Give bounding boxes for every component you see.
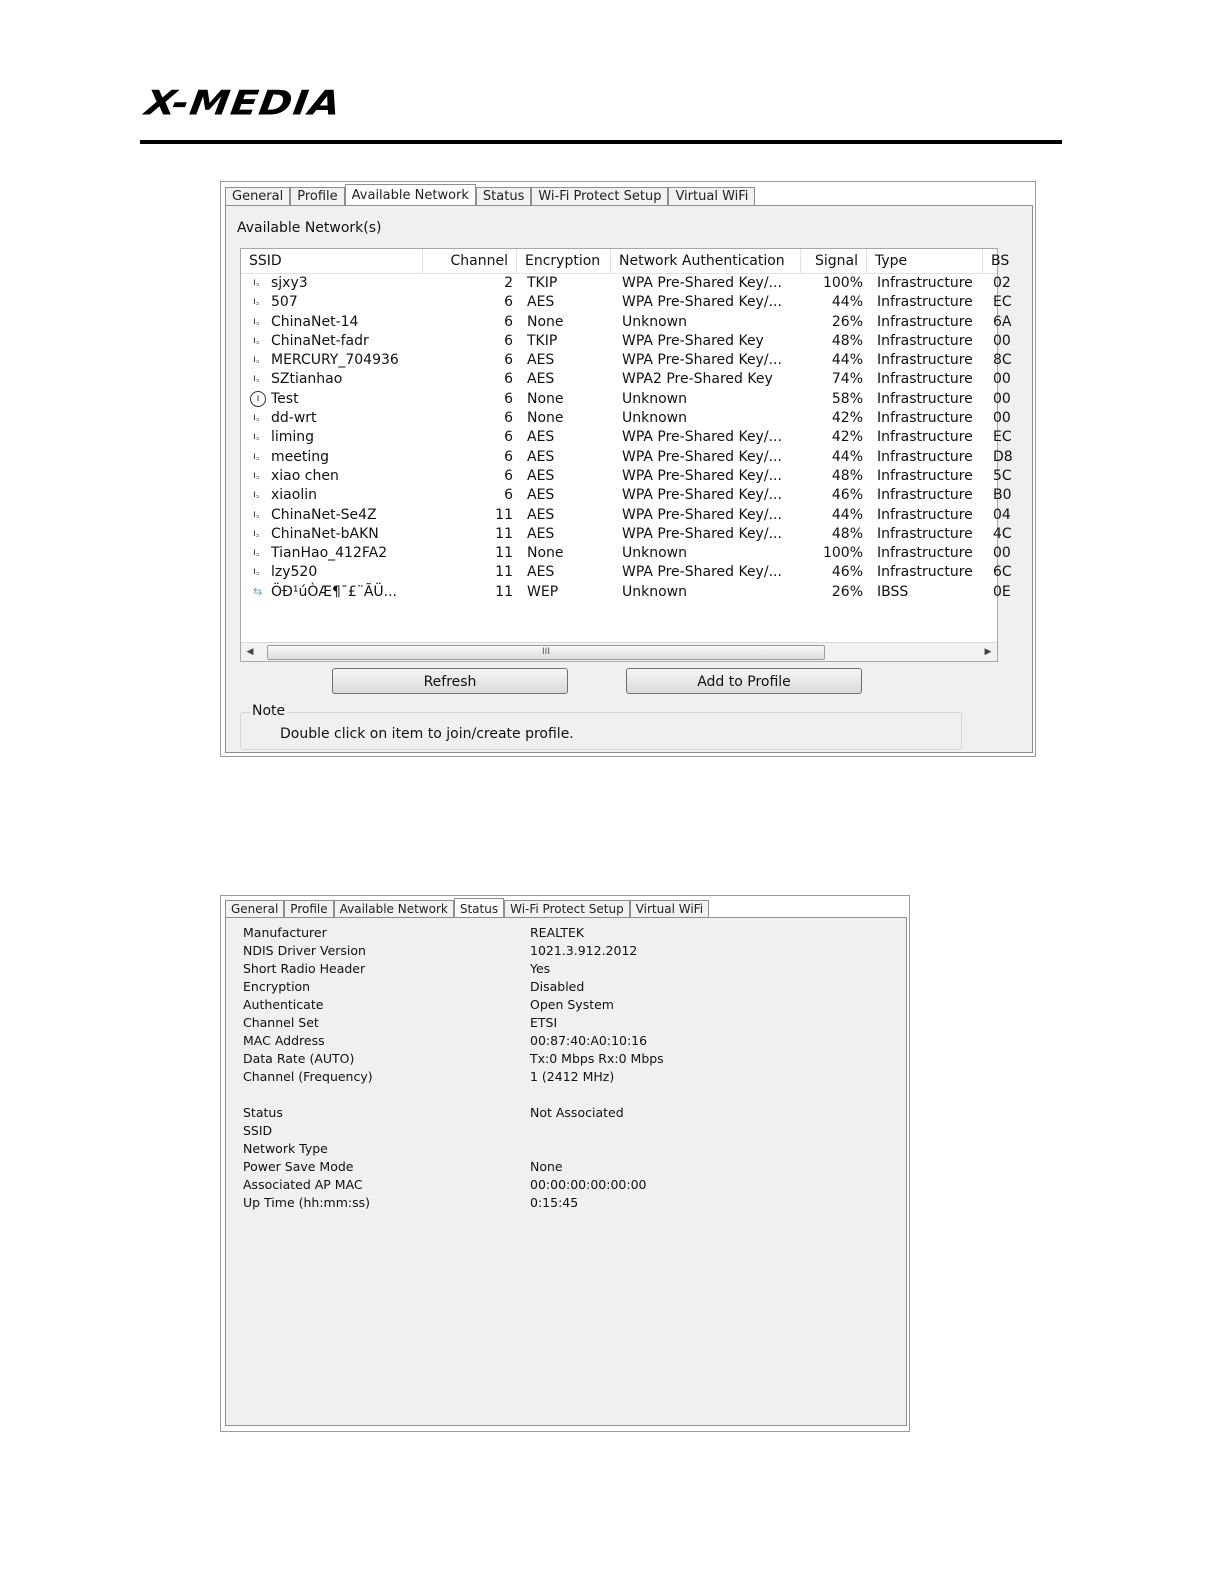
cell-type: Infrastructure (877, 352, 973, 369)
network-row[interactable] (241, 274, 1011, 293)
cell-ssid: dd-wrt (271, 410, 317, 427)
cell-channel: 6 (504, 332, 513, 349)
scroll-thumb[interactable]: III (267, 645, 825, 660)
cell-bssid: EC (993, 294, 1012, 311)
cell-encryption: AES (527, 467, 555, 484)
status-label: SSID (243, 1123, 273, 1138)
cell-channel: 6 (504, 410, 513, 427)
network-row[interactable] (241, 525, 1012, 544)
column-header-signal[interactable]: Signal (801, 249, 867, 273)
wifi-signal-icon: ı꜆ (253, 547, 260, 559)
tab-virtual-wifi[interactable]: Virtual WiFi (668, 187, 755, 206)
refresh-button[interactable]: Refresh (332, 668, 568, 694)
cell-signal: 26% (831, 583, 863, 600)
status-value: Tx:0 Mbps Rx:0 Mbps (530, 1051, 664, 1066)
tab-bar (225, 182, 755, 206)
network-row[interactable] (241, 313, 1012, 332)
cell-type: Infrastructure (877, 506, 973, 523)
note-text: Double click on item to join/create profile. (280, 726, 574, 742)
network-row[interactable] (241, 563, 1012, 582)
cell-signal: 48% (831, 467, 863, 484)
cell-authentication: Unknown (622, 390, 687, 407)
cell-authentication: WPA Pre-Shared Key/... (622, 294, 782, 311)
status-value: REALTEK (530, 925, 585, 940)
cell-authentication: WPA2 Pre-Shared Key (622, 371, 773, 388)
status-value: Open System (530, 997, 614, 1012)
tab-virtual-wifi[interactable]: Virtual WiFi (630, 900, 709, 918)
status-label: MAC Address (243, 1033, 325, 1048)
cell-encryption: TKIP (527, 332, 558, 349)
cell-ssid: sjxy3 (271, 275, 308, 291)
available-network-panel (225, 205, 1033, 753)
network-row[interactable] (241, 390, 1011, 409)
cell-ssid: ChinaNet-fadr (271, 332, 369, 349)
cell-ssid: ÖÐ¹úÒÆ¶¯£¨ÃÜ... (271, 583, 397, 600)
cell-bssid: 00 (993, 545, 1011, 562)
cell-encryption: AES (527, 525, 555, 542)
cell-type: Infrastructure (877, 525, 973, 542)
wifi-connected-icon: ı (250, 391, 266, 407)
cell-bssid: D8 (993, 448, 1013, 465)
cell-channel: 6 (504, 429, 513, 446)
network-row[interactable] (241, 467, 1012, 486)
tab-profile[interactable]: Profile (290, 187, 344, 206)
tab-wifi-protect-setup[interactable]: Wi-Fi Protect Setup (531, 187, 668, 206)
tab-status[interactable]: Status (476, 187, 531, 206)
cell-type: Infrastructure (877, 390, 973, 407)
cell-bssid: 5C (993, 467, 1012, 484)
cell-ssid: MERCURY_704936 (271, 352, 399, 369)
cell-channel: 6 (504, 352, 513, 369)
cell-channel: 6 (504, 487, 513, 504)
status-window (220, 895, 910, 1432)
cell-signal: 100% (822, 545, 863, 562)
cell-authentication: Unknown (622, 410, 687, 427)
cell-authentication: Unknown (622, 313, 687, 330)
cell-channel: 6 (504, 390, 513, 407)
available-networks-label: Available Network(s) (237, 220, 382, 236)
status-value: None (530, 1159, 563, 1174)
cell-channel: 6 (504, 294, 513, 311)
cell-signal: 44% (831, 294, 863, 311)
network-row[interactable] (241, 293, 1012, 312)
cell-signal: 44% (831, 352, 863, 369)
cell-type: Infrastructure (877, 429, 973, 446)
status-label: Encryption (243, 979, 311, 994)
cell-signal: 42% (831, 410, 863, 427)
tab-status[interactable]: Status (454, 898, 504, 919)
wifi-signal-icon: ı꜆ (253, 296, 260, 308)
scroll-left-icon[interactable]: ◀ (246, 647, 254, 657)
adhoc-network-icon: ⇆ (253, 584, 263, 598)
network-row[interactable] (241, 486, 1012, 505)
tab-available-network[interactable]: Available Network (345, 184, 476, 207)
cell-type: Infrastructure (877, 410, 973, 427)
status-value: ETSI (530, 1015, 558, 1030)
status-value: 00:87:40:A0:10:16 (530, 1033, 648, 1048)
status-value: Disabled (530, 979, 585, 994)
cell-bssid: 8C (993, 352, 1012, 369)
cell-type: Infrastructure (877, 371, 973, 388)
network-row[interactable] (241, 448, 1013, 467)
status-label: Associated AP MAC (243, 1177, 363, 1192)
cell-channel: 6 (504, 313, 513, 330)
cell-signal: 48% (831, 332, 863, 349)
column-header-type[interactable]: Type (867, 249, 983, 273)
status-value: 1 (2412 MHz) (530, 1069, 615, 1084)
tab-available-network[interactable]: Available Network (334, 900, 454, 918)
cell-authentication: WPA Pre-Shared Key (622, 332, 764, 349)
cell-signal: 44% (831, 506, 863, 523)
network-row[interactable] (241, 544, 1011, 563)
network-row[interactable] (241, 428, 1012, 447)
cell-authentication: WPA Pre-Shared Key/... (622, 467, 782, 484)
cell-channel: 11 (495, 564, 513, 581)
cell-encryption: AES (527, 294, 555, 311)
cell-bssid: 00 (993, 332, 1011, 349)
cell-authentication: Unknown (622, 545, 687, 562)
status-label: Short Radio Header (243, 961, 366, 976)
cell-ssid: xiaolin (271, 487, 317, 504)
cell-bssid: 00 (993, 390, 1011, 407)
cell-encryption: None (527, 390, 564, 407)
status-value: Not Associated (530, 1105, 624, 1120)
cell-authentication: WPA Pre-Shared Key/... (622, 275, 782, 291)
cell-ssid: SZtianhao (271, 371, 343, 388)
available-network-window (220, 181, 1036, 757)
status-label: Data Rate (AUTO) (243, 1051, 355, 1066)
cell-authentication: WPA Pre-Shared Key/... (622, 487, 782, 504)
cell-bssid: EC (993, 429, 1012, 446)
cell-encryption: TKIP (527, 275, 558, 291)
cell-channel: 11 (495, 506, 513, 523)
status-value: 1021.3.912.2012 (530, 943, 638, 958)
status-label: NDIS Driver Version (243, 943, 366, 958)
status-label: Network Type (243, 1141, 328, 1156)
column-header-network-authentication[interactable]: Network Authentication (611, 249, 801, 273)
cell-bssid: 00 (993, 410, 1011, 427)
status-label: Up Time (hh:mm:ss) (243, 1195, 371, 1210)
status-label: Status (243, 1105, 283, 1120)
cell-encryption: AES (527, 564, 555, 581)
note-title: Note (252, 703, 286, 719)
network-list[interactable] (240, 248, 1013, 662)
cell-authentication: WPA Pre-Shared Key/... (622, 448, 782, 465)
cell-type: Infrastructure (877, 448, 973, 465)
status-label: Channel (Frequency) (243, 1069, 373, 1084)
column-header-bssid[interactable]: BS (991, 253, 1010, 269)
cell-bssid: 02 (993, 275, 1011, 291)
cell-ssid: ChinaNet-Se4Z (271, 506, 377, 523)
tab-general[interactable]: General (225, 187, 290, 206)
cell-type: Infrastructure (877, 545, 973, 562)
cell-signal: 26% (831, 313, 863, 330)
column-header-ssid[interactable]: SSID (241, 249, 423, 273)
cell-type: Infrastructure (877, 564, 973, 581)
cell-encryption: AES (527, 506, 555, 523)
cell-signal: 42% (831, 429, 863, 446)
add-to-profile-button[interactable]: Add to Profile (626, 668, 862, 694)
wifi-signal-icon: ı꜆ (253, 354, 260, 366)
cell-bssid: 4C (993, 525, 1012, 542)
network-row[interactable] (241, 370, 1011, 389)
horizontal-scrollbar[interactable] (241, 642, 997, 661)
wifi-signal-icon: ı꜆ (253, 527, 260, 539)
tab-profile[interactable]: Profile (284, 900, 333, 918)
cell-ssid: TianHao_412FA2 (271, 545, 388, 562)
cell-authentication: WPA Pre-Shared Key/... (622, 506, 782, 523)
cell-encryption: None (527, 313, 564, 330)
cell-ssid: lzy520 (271, 564, 318, 581)
wifi-signal-icon: ı꜆ (253, 315, 260, 327)
cell-encryption: AES (527, 487, 555, 504)
cell-bssid: 6C (993, 564, 1012, 581)
cell-encryption: None (527, 545, 564, 562)
status-value: 0:15:45 (530, 1195, 579, 1210)
cell-bssid: B0 (993, 487, 1012, 504)
cell-bssid: 00 (993, 371, 1011, 388)
wifi-signal-icon: ı꜆ (253, 450, 260, 462)
network-rows (241, 274, 1013, 602)
cell-encryption: AES (527, 448, 555, 465)
cell-ssid: meeting (271, 448, 330, 465)
cell-ssid: liming (271, 429, 315, 446)
tab-wifi-protect-setup[interactable]: Wi-Fi Protect Setup (504, 900, 630, 918)
cell-encryption: AES (527, 371, 555, 388)
status-panel (225, 917, 907, 1426)
network-row[interactable] (241, 409, 1011, 428)
cell-signal: 46% (831, 564, 863, 581)
status-label: Channel Set (243, 1015, 319, 1030)
tab-bar (225, 896, 709, 918)
cell-signal: 46% (831, 487, 863, 504)
status-value: Yes (530, 961, 551, 976)
cell-signal: 58% (831, 390, 863, 407)
cell-type: Infrastructure (877, 294, 973, 311)
cell-bssid: 04 (993, 506, 1011, 523)
cell-ssid: 507 (271, 294, 298, 311)
cell-channel: 6 (504, 371, 513, 388)
cell-channel: 11 (495, 525, 513, 542)
cell-channel: 11 (495, 583, 513, 600)
wifi-signal-icon: ı꜆ (253, 334, 260, 346)
tab-general[interactable]: General (225, 900, 284, 918)
cell-type: Infrastructure (877, 332, 973, 349)
network-row[interactable] (241, 351, 1012, 370)
wifi-signal-icon: ı꜆ (253, 508, 260, 520)
wifi-signal-icon: ı꜆ (253, 412, 260, 424)
network-row[interactable] (241, 583, 1011, 602)
cell-ssid: Test (271, 390, 299, 407)
wifi-signal-icon: ı꜆ (253, 566, 260, 578)
cell-channel: 11 (495, 545, 513, 562)
cell-authentication: WPA Pre-Shared Key/... (622, 352, 782, 369)
status-label: Power Save Mode (243, 1159, 354, 1174)
cell-authentication: WPA Pre-Shared Key/... (622, 525, 782, 542)
cell-type: Infrastructure (877, 467, 973, 484)
cell-signal: 100% (822, 275, 863, 291)
header-divider (140, 140, 1062, 144)
cell-signal: 74% (831, 371, 863, 388)
cell-encryption: None (527, 410, 564, 427)
cell-ssid: ChinaNet-bAKN (271, 525, 379, 542)
cell-signal: 48% (831, 525, 863, 542)
network-list-header (241, 249, 1010, 274)
network-row[interactable] (241, 332, 1011, 351)
wifi-signal-icon: ı꜆ (253, 469, 260, 481)
wifi-signal-icon: ı꜆ (253, 277, 260, 288)
brand-logo: X-MEDIA (142, 84, 344, 124)
cell-authentication: Unknown (622, 583, 687, 600)
cell-type: Infrastructure (877, 313, 973, 330)
wifi-signal-icon: ı꜆ (253, 489, 260, 501)
cell-channel: 6 (504, 448, 513, 465)
cell-type: Infrastructure (877, 487, 973, 504)
cell-encryption: AES (527, 352, 555, 369)
cell-encryption: WEP (527, 583, 559, 600)
cell-authentication: WPA Pre-Shared Key/... (622, 429, 782, 446)
cell-type: Infrastructure (877, 275, 973, 291)
cell-ssid: ChinaNet-14 (271, 313, 359, 330)
network-row[interactable] (241, 506, 1011, 525)
scroll-right-icon[interactable]: ▶ (984, 647, 992, 657)
cell-channel: 6 (504, 467, 513, 484)
cell-signal: 44% (831, 448, 863, 465)
cell-encryption: AES (527, 429, 555, 446)
cell-authentication: WPA Pre-Shared Key/... (622, 564, 782, 581)
wifi-signal-icon: ı꜆ (253, 373, 260, 385)
cell-type: IBSS (877, 583, 909, 600)
status-label: Authenticate (243, 997, 324, 1012)
cell-channel: 2 (504, 275, 513, 291)
status-label: Manufacturer (243, 925, 327, 940)
column-header-channel[interactable]: Channel (423, 249, 517, 273)
cell-bssid: 6A (993, 313, 1012, 330)
cell-bssid: 0E (993, 583, 1011, 600)
status-value: 00:00:00:00:00:00 (530, 1177, 647, 1192)
wifi-signal-icon: ı꜆ (253, 431, 260, 443)
column-header-encryption[interactable]: Encryption (517, 249, 611, 273)
cell-ssid: xiao chen (271, 467, 339, 484)
